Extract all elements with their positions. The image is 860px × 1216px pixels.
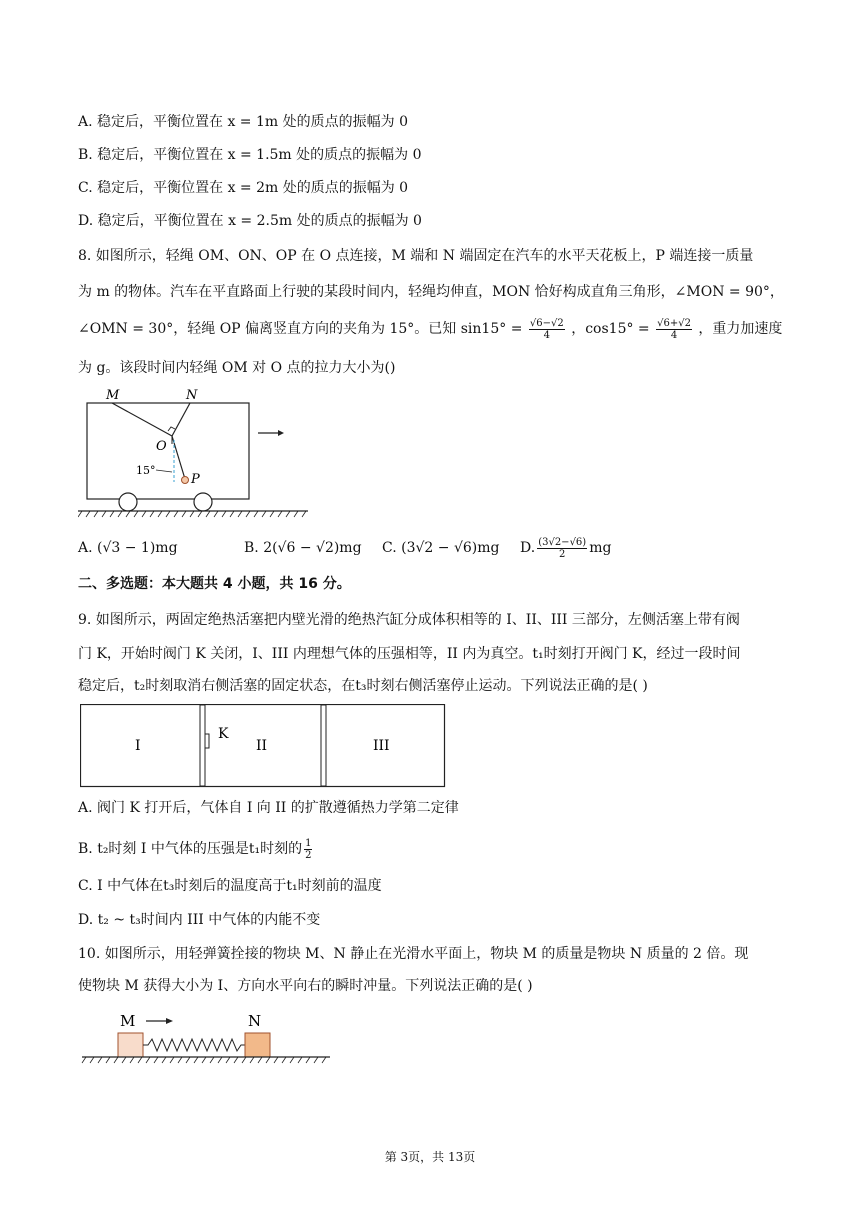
q9-option-b-fraction <box>304 838 312 861</box>
q8-stem-line2: 为 m 的物体。汽车在平直路面上行驶的某段时间内，轻绳均伸直，MON 恰好构成直角三角形，∠MON = 90°， <box>78 284 784 300</box>
q8-stem-line3 <box>78 316 782 342</box>
rope-om <box>112 403 172 436</box>
label-chamber-i: I <box>135 738 141 754</box>
q7-option-b: B. 稳定后，平衡位置在 x = 1.5m 处的质点的振幅为 0 <box>78 147 422 163</box>
impulse-arrow-head <box>166 1018 173 1024</box>
q8-option-a: A. (√3 − 1)mg <box>78 540 178 556</box>
q9-stem-line3: 稳定后，t₂时刻取消右侧活塞的固定状态，在t₃时刻右侧活塞停止运动。下列说法正确的是( ) <box>78 678 648 694</box>
cos15-fraction <box>656 318 692 341</box>
q9-stem-line2: 门 K，开始时阀门 K 关闭，I、III 内理想气体的压强相等，II 内为真空。t₁时刻打开阀门 K，经过一段时间 <box>78 646 741 662</box>
cos15-numerator: √6+√2 <box>657 317 691 329</box>
q9-option-b-text: B. t₂时刻 I 中气体的压强是t₁时刻的 <box>78 841 303 857</box>
q9-option-a: A. 阀门 K 打开后，气体自 I 向 II 的扩散遵循热力学第二定律 <box>78 800 459 816</box>
q10-stem-line2: 使物块 M 获得大小为 I、方向水平向右的瞬时冲量。下列说法正确的是( ) <box>78 978 533 994</box>
sin15-denominator: 4 <box>543 329 550 341</box>
section-heading-multi-choice: 二、多选题：本大题共 4 小题，共 16 分。 <box>78 576 351 592</box>
sin15-numerator: √6−√2 <box>529 317 564 329</box>
label-valve-k: K <box>218 726 229 742</box>
right-piston <box>321 705 326 786</box>
q7-option-d: D. 稳定后，平衡位置在 x = 2.5m 处的质点的振幅为 0 <box>78 213 422 229</box>
q8-stem-line4: 为 g。该段时间内轻绳 OM 对 O 点的拉力大小为() <box>78 360 396 376</box>
q8-option-d-denominator: 2 <box>559 548 566 560</box>
q9-option-d: D. t₂ ~ t₃时间内 III 中气体的内能不变 <box>78 912 321 928</box>
rope-on <box>172 403 190 436</box>
valve-k <box>205 734 209 748</box>
mass-p <box>182 477 189 484</box>
q8-option-d-suffix: mg <box>589 540 612 556</box>
q8-stem-line1: 8. 如图所示，轻绳 OM、ON、OP 在 O 点连接，M 端和 N 端固定在汽车的水平天花板上，P 端连接一质量 <box>78 248 754 264</box>
q9-stem-line1: 9. 如图所示，两固定绝热活塞把内壁光滑的绝热汽缸分成体积相等的 I、II、III 三部分，左侧活塞上带有阀 <box>78 612 740 628</box>
q8-option-d-prefix: D. <box>520 540 536 556</box>
label-chamber-ii: II <box>256 738 268 754</box>
floor-hatch <box>82 1057 326 1063</box>
right-angle-mark <box>168 427 175 431</box>
q8-option-d <box>520 536 612 560</box>
q8-option-d-fraction <box>537 537 587 560</box>
q8-options <box>78 536 611 560</box>
label-p: P <box>191 472 200 487</box>
cos15-denominator: 4 <box>670 329 678 341</box>
label-o: O <box>156 439 167 454</box>
q10-figure <box>78 1008 334 1068</box>
q10-stem-line1: 10. 如图所示，用轻弹簧拴接的物块 M、N 静止在光滑水平面上，物块 M 的质量是物块 N 质量的 2 倍。现 <box>78 946 749 962</box>
motion-arrow-head <box>278 430 284 436</box>
q8-figure <box>78 384 308 520</box>
block-n <box>245 1033 270 1057</box>
label-m: M <box>106 388 120 403</box>
page-number: 第 3页，共 13页 <box>384 1150 476 1164</box>
q9-option-b-denominator: 2 <box>305 849 312 861</box>
q9-figure <box>80 704 446 788</box>
label-n: N <box>186 388 198 403</box>
block-m <box>118 1033 143 1057</box>
q8-option-c: C. (3√2 − √6)mg <box>382 540 500 556</box>
label-block-n: N <box>248 1012 262 1030</box>
q8-stem-line3-a: ∠OMN = 30°，轻绳 OP 偏离竖直方向的夹角为 15°。已知 sin15° = <box>78 321 523 337</box>
q8-stem-line3-c: ，重力加速度 <box>698 321 783 337</box>
q9-option-c: C. I 中气体在t₃时刻后的温度高于t₁时刻前的温度 <box>78 878 382 894</box>
sin15-fraction <box>529 318 565 341</box>
q9-option-b-numerator: 1 <box>305 837 312 849</box>
wheel-right <box>194 493 212 511</box>
label-angle: 15° <box>136 464 156 477</box>
q8-option-d-numerator: (3√2−√6) <box>538 536 587 548</box>
ground-hatch <box>78 511 306 517</box>
label-block-m: M <box>120 1012 136 1030</box>
q7-option-a: A. 稳定后，平衡位置在 x = 1m 处的质点的振幅为 0 <box>78 114 408 130</box>
spring <box>143 1039 245 1051</box>
wheel-left <box>119 493 137 511</box>
q7-option-c: C. 稳定后，平衡位置在 x = 2m 处的质点的振幅为 0 <box>78 180 409 196</box>
left-piston <box>200 705 205 786</box>
angle-pointer <box>156 470 172 472</box>
q9-option-b <box>78 836 314 862</box>
car-body <box>87 403 249 499</box>
q8-option-b: B. 2(√6 − √2)mg <box>244 540 362 556</box>
q8-stem-line3-b: ，cos15° = <box>571 321 650 337</box>
label-chamber-iii: III <box>373 738 390 754</box>
